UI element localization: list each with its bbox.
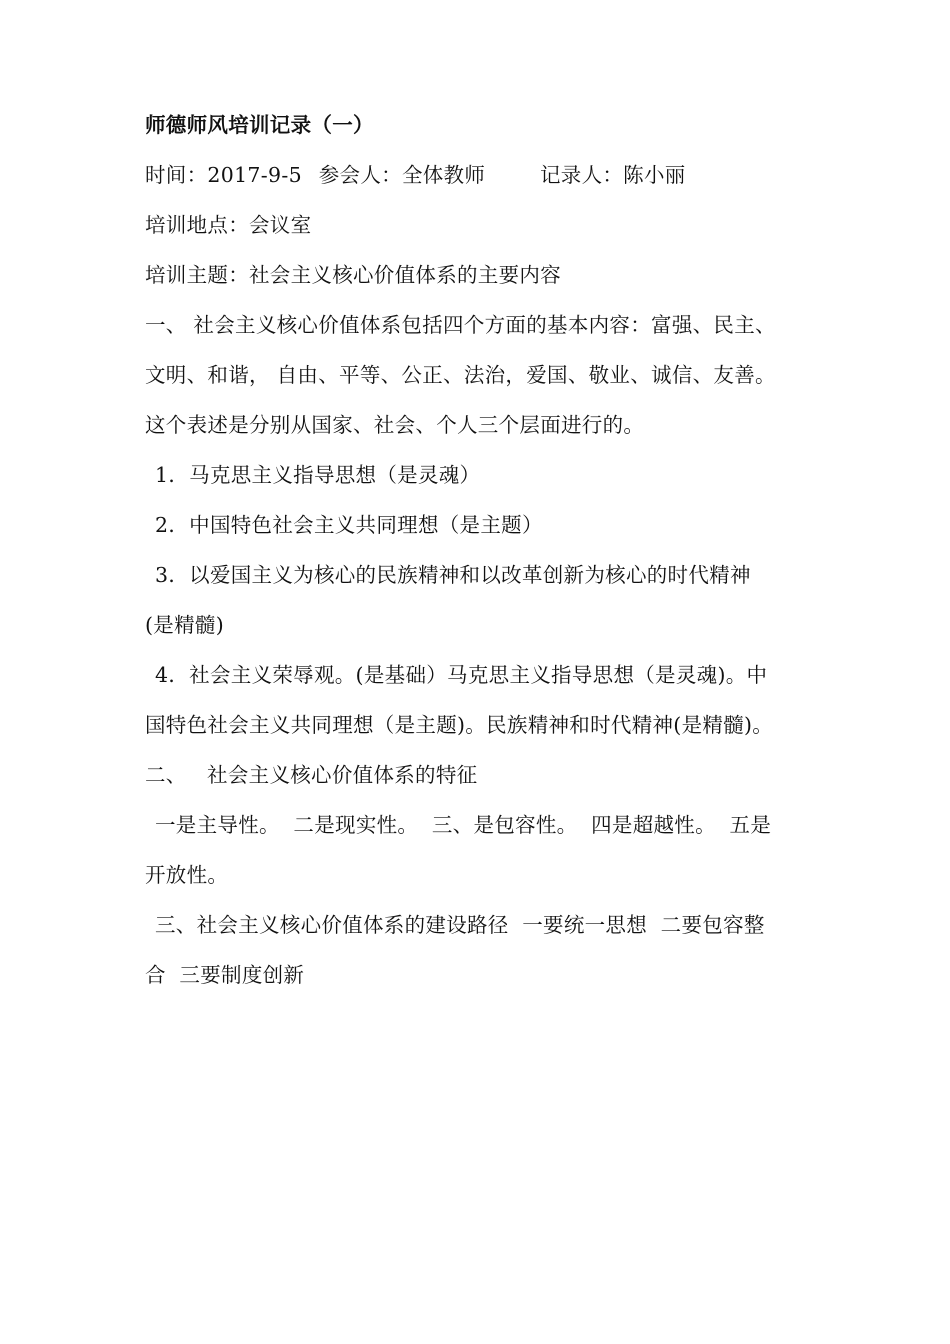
- section1-line3: 这个表述是分别从国家、社会、个人三个层面进行的。: [145, 413, 645, 437]
- location-line: 培训地点：会议室: [145, 213, 312, 237]
- section1-line2: 文明、和谐， 自由、平等、公正、法治，爱国、敬业、诚信、友善。: [145, 363, 776, 387]
- meta-line: [145, 150, 835, 200]
- list-item: 2．中国特色社会主义共同理想（是主题）: [155, 513, 543, 537]
- recorder-label: 记录人：陈小丽: [539, 163, 686, 187]
- list-item: 3．以爱国主义为核心的民族精神和以改革创新为核心的时代精神: [155, 563, 751, 587]
- document-title: 师德师风培训记录（一）: [145, 113, 374, 137]
- section2-heading: 二、 社会主义核心价值体系的特征: [145, 763, 478, 787]
- topic-line: 培训主题：社会主义核心价值体系的主要内容: [145, 263, 561, 287]
- section2-line1: 一是主导性。 二是现实性。 三、是包容性。 四是超越性。 五是: [155, 813, 772, 837]
- section1-intro: 一、 社会主义核心价值体系包括四个方面的基本内容：富强、民主、: [145, 313, 776, 337]
- list-item-continuation: 国特色社会主义共同理想（是主题)。民族精神和时代精神(是精髓)。: [145, 713, 774, 737]
- section2-line2: 开放性。: [145, 863, 229, 887]
- time-label: 时间：2017-9-5: [145, 163, 302, 187]
- section3-line2: 合 三要制度创新: [145, 963, 305, 987]
- list-item: 1．马克思主义指导思想（是灵魂）: [155, 463, 481, 487]
- section3-line1: 三、社会主义核心价值体系的建设路径 一要统一思想 二要包容整: [155, 913, 765, 937]
- list-item: 4．社会主义荣辱观。(是基础）马克思主义指导思想（是灵魂)。中: [155, 663, 768, 687]
- attendees-label: 参会人：全体教师: [318, 163, 486, 187]
- list-item-continuation: (是精髓): [145, 613, 224, 637]
- document-body: [145, 100, 835, 1000]
